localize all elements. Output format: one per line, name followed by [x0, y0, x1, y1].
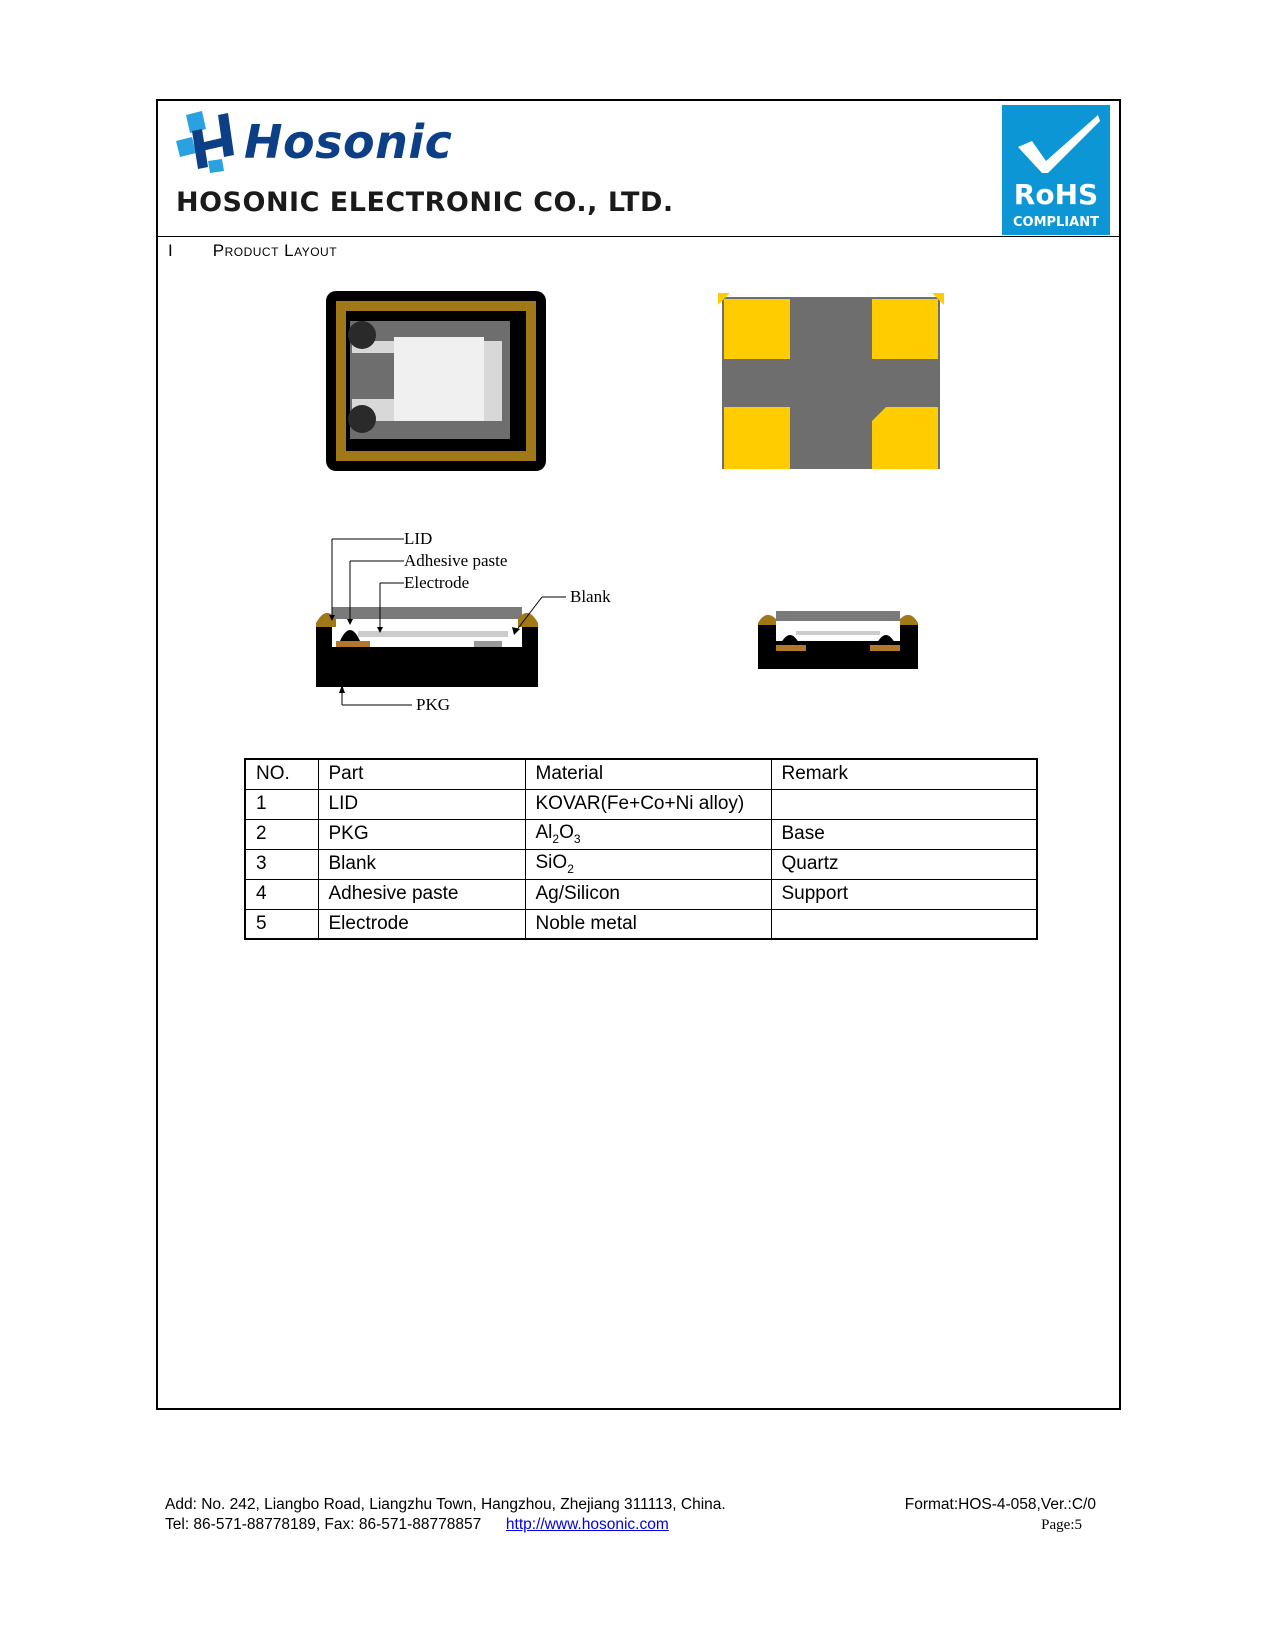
page-number: Page:5 [1041, 1517, 1082, 1533]
section-number: I [168, 241, 173, 260]
header-remark: Remark [771, 759, 1037, 789]
checkmark-icon [1002, 107, 1110, 177]
table-row [245, 879, 1037, 909]
cell-remark: Support [771, 879, 1037, 909]
label-blank: Blank [570, 587, 611, 606]
cell-remark [771, 909, 1037, 939]
rohs-title: RoHS [1013, 178, 1099, 211]
parts-table [244, 758, 1038, 940]
label-pkg: PKG [416, 695, 451, 714]
cell-no: 1 [245, 789, 318, 819]
header-part: Part [318, 759, 525, 789]
website-link[interactable]: http://www.hosonic.com [505, 1516, 669, 1533]
cell-remark: Base [771, 819, 1037, 849]
table-row [245, 789, 1037, 819]
cell-no: 3 [245, 849, 318, 879]
package-top-view [326, 291, 546, 471]
header-divider [158, 236, 1119, 237]
label-electrode: Electrode [404, 573, 470, 592]
cell-remark: Quartz [771, 849, 1037, 879]
label-lid: LID [404, 529, 433, 548]
brand-name: Hosonic [244, 115, 453, 169]
cell-no: 4 [245, 879, 318, 909]
footer-address: Add: No. 242, Liangbo Road, Liangzhu Town, Hangzhou, Zhejiang 311113, China. [165, 1496, 726, 1513]
section-heading [168, 241, 337, 261]
side-section-diagram [756, 607, 920, 669]
cell-remark [771, 789, 1037, 819]
cell-material: $Al_2O_3$ [525, 819, 771, 849]
cell-part: Blank [318, 849, 525, 879]
table-row [245, 909, 1037, 939]
footer-contact-text: Tel: 86-571-88778189, Fax: 86-571-88778857 [165, 1516, 482, 1533]
cell-material: Ag/Silicon [525, 879, 771, 909]
cell-material: Noble metal [525, 909, 771, 939]
cell-part: Adhesive paste [318, 879, 525, 909]
table-row [245, 849, 1037, 879]
footer-contact [165, 1495, 726, 1535]
company-logo [172, 107, 732, 227]
header-material: Material [525, 759, 771, 789]
cell-part: Electrode [318, 909, 525, 939]
cell-part: PKG [318, 819, 525, 849]
document-frame [156, 99, 1121, 1410]
table-header-row [245, 759, 1037, 789]
rohs-badge [1002, 105, 1110, 235]
table-row [245, 819, 1037, 849]
company-name: HOSONIC ELECTRONIC CO., LTD. [176, 187, 674, 218]
label-adhesive: Adhesive paste [404, 551, 508, 570]
header-no: NO. [245, 759, 318, 789]
footer-meta [872, 1495, 1096, 1535]
cell-no: 2 [245, 819, 318, 849]
cell-part: LID [318, 789, 525, 819]
section-title: Product Layout [212, 241, 338, 260]
footer-phone-row [165, 1515, 726, 1535]
cross-section-diagram [308, 519, 638, 714]
hosonic-h-icon [172, 107, 242, 177]
cell-material: SiO$_2$ [525, 849, 771, 879]
format-version: Format:HOS-4-058,Ver.:C/0 [904, 1496, 1096, 1513]
cell-no: 5 [245, 909, 318, 939]
cell-material: KOVAR(Fe+Co+Ni alloy) [525, 789, 771, 819]
rohs-subtitle: COMPLIANT [1013, 215, 1099, 230]
package-bottom-view [718, 293, 944, 473]
